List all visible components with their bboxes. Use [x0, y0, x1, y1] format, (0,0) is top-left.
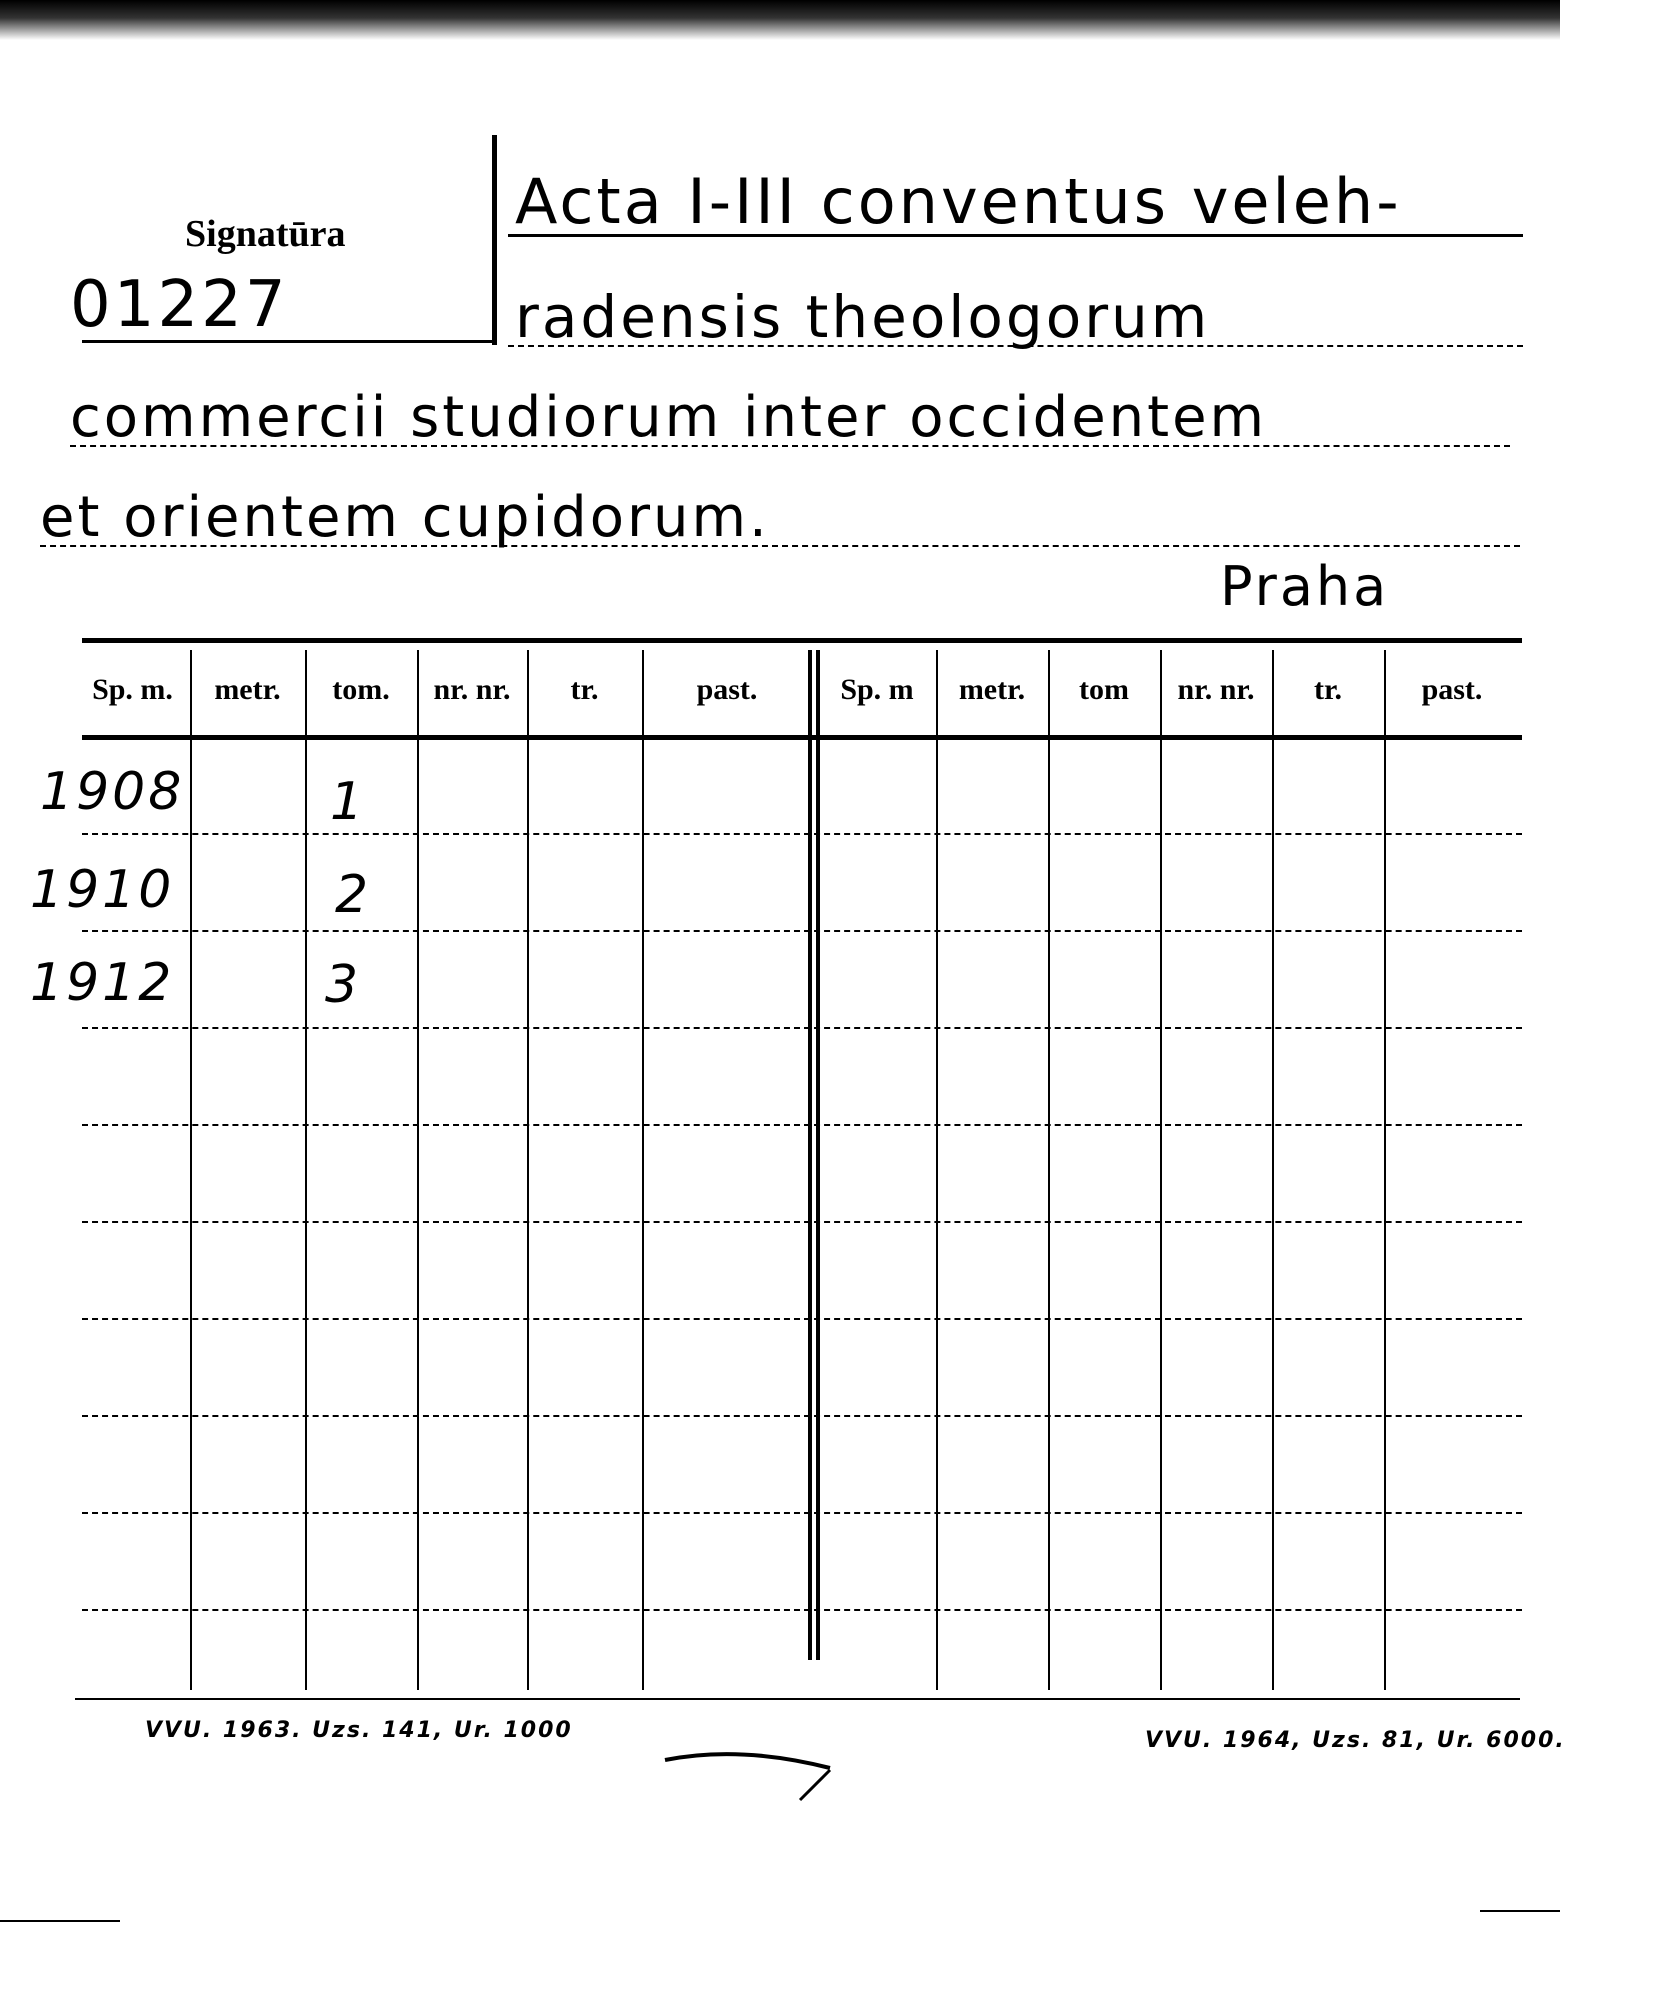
- row-2-tom: 2: [335, 865, 372, 925]
- col-header-past-left: past.: [696, 673, 758, 706]
- place-of-publication: Praha: [1220, 555, 1390, 618]
- row-3-year: 1912: [30, 953, 175, 1013]
- column-divider: [1384, 650, 1386, 1690]
- col-header-metr-right: metr.: [958, 673, 1026, 706]
- row-line: [82, 1124, 1522, 1126]
- row-line: [82, 833, 1522, 835]
- row-line: [82, 1512, 1522, 1514]
- col-header-nr-nr-left: nr. nr.: [433, 673, 511, 706]
- scan-stroke-mark: [650, 1740, 900, 1810]
- col-header-past-right: past.: [1421, 673, 1483, 706]
- row-1-year: 1908: [40, 762, 185, 822]
- title-line-4: et orientem cupidorum.: [40, 485, 770, 550]
- col-header-tr-left: tr.: [570, 673, 599, 706]
- column-divider: [190, 650, 192, 1690]
- col-header-tom-right: tom: [1079, 673, 1129, 706]
- row-line: [82, 1415, 1522, 1417]
- row-1-tom: 1: [330, 772, 367, 832]
- title-line-3: commercii studiorum inter occidentem: [70, 385, 1268, 450]
- table-bottom-border: [75, 1698, 1520, 1700]
- table-header-bottom-border: [82, 735, 1522, 740]
- col-header-sp-m-right: Sp. m: [840, 673, 914, 706]
- column-divider: [642, 650, 644, 1690]
- column-divider: [417, 650, 419, 1690]
- column-divider: [1272, 650, 1274, 1690]
- column-divider: [305, 650, 307, 1690]
- title-line-1: Acta I-III conventus veleh-: [515, 165, 1402, 238]
- title-underline-4: [40, 545, 1520, 547]
- column-divider: [1160, 650, 1162, 1690]
- column-divider: [1048, 650, 1050, 1690]
- column-divider: [936, 650, 938, 1690]
- col-header-metr-left: metr.: [214, 673, 281, 706]
- title-underline-3: [70, 445, 1510, 447]
- row-line: [82, 1609, 1522, 1611]
- footer-printer-mark-right: VVU. 1964, Uzs. 81, Ur. 6000.: [1145, 1728, 1566, 1753]
- table-top-border: [82, 638, 1522, 643]
- title-line-2: radensis theologorum: [515, 283, 1211, 351]
- scan-top-edge: [0, 0, 1560, 40]
- title-underline-2: [508, 345, 1523, 347]
- col-header-tr-right: tr.: [1313, 673, 1343, 706]
- signatura-value: 01227: [70, 268, 289, 342]
- row-line: [82, 1221, 1522, 1223]
- signatura-label: Signatūra: [185, 213, 346, 255]
- row-2-year: 1910: [30, 860, 175, 920]
- col-header-tom-left: tom.: [332, 673, 390, 706]
- title-divider: [492, 135, 497, 345]
- center-double-divider: [816, 650, 820, 1660]
- scan-edge-mark: [0, 1920, 120, 1922]
- col-header-nr-nr-right: nr. nr.: [1177, 673, 1255, 706]
- center-double-divider: [808, 650, 812, 1660]
- signatura-underline: [82, 340, 492, 343]
- title-underline-1: [508, 234, 1523, 237]
- col-header-sp-m-left: Sp. m.: [92, 673, 173, 706]
- row-line: [82, 930, 1522, 932]
- row-line: [82, 1318, 1522, 1320]
- row-line: [82, 1027, 1522, 1029]
- scan-edge-mark: [1480, 1910, 1560, 1912]
- row-3-tom: 3: [325, 955, 362, 1015]
- column-divider: [527, 650, 529, 1690]
- footer-printer-mark-left: VVU. 1963. Uzs. 141, Ur. 1000: [145, 1718, 573, 1743]
